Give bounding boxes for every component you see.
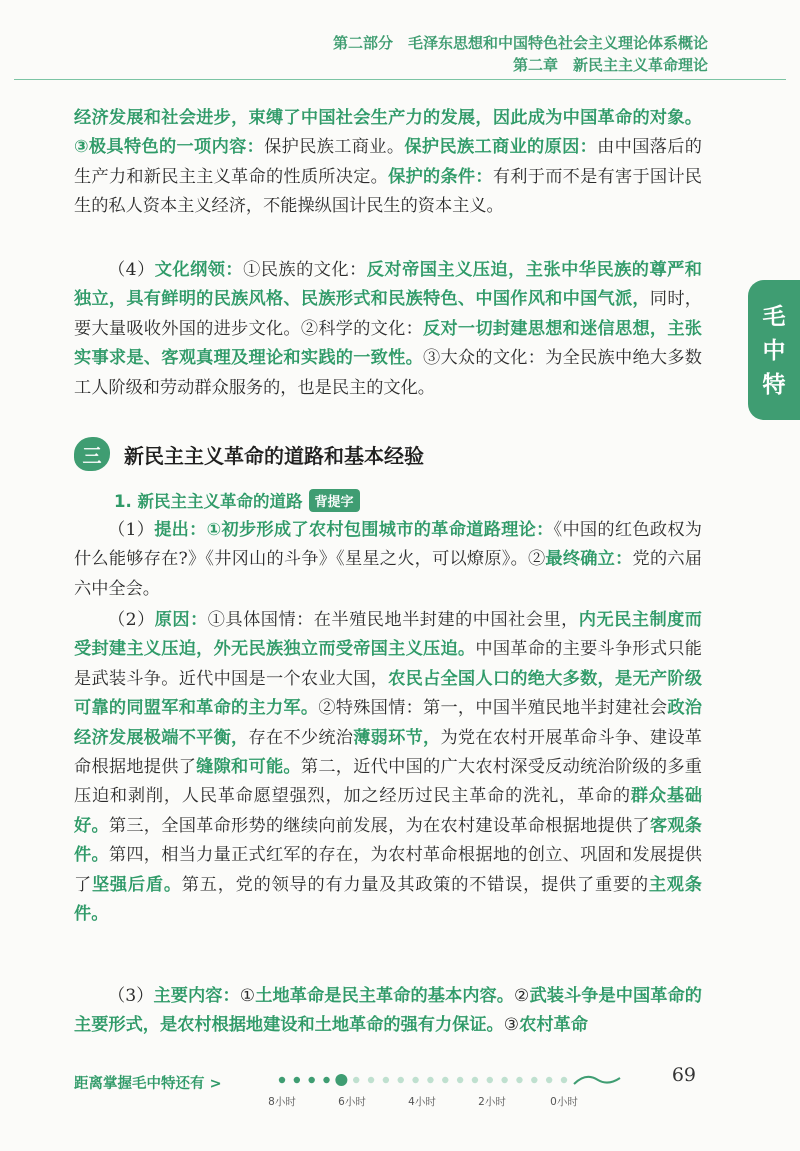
- body-text: 《中国的红色政权为什么能够存在?》《井冈山的斗争》《星星之火，可以燎原》。②: [74, 520, 702, 570]
- side-tab-char: 中: [762, 338, 786, 364]
- body-text: 同时，要大量吸收外国的进步文化。②科学的文化：: [74, 289, 702, 339]
- paragraph-culture-program: [74, 256, 702, 403]
- highlighted-text: 经济发展和社会进步，束缚了中国社会生产力的发展，因此成为中国革命的对象。③极具特色的一项内容：: [74, 108, 702, 158]
- body-text: 保护民族工商业。: [264, 137, 405, 158]
- body-text: 党的六届六中全会。: [74, 549, 702, 599]
- section-number-badge: 三: [74, 437, 110, 471]
- highlighted-text: 坚强后盾。: [91, 874, 182, 895]
- progress-tick-label: 0小时: [550, 1096, 578, 1108]
- highlighted-text: 薄弱环节，: [353, 727, 441, 748]
- body-text: ①民族的文化：: [243, 260, 367, 280]
- progress-dot: [335, 1074, 347, 1086]
- highlighted-text: 农民占全国人口的绝大多数，是无产阶级可靠的同盟军和革命的主力军。: [74, 668, 702, 719]
- progress-dot: [368, 1077, 374, 1083]
- body-text: 中国革命的主要斗争形式只能是武装斗争。近代中国是一个农业大国，: [74, 639, 702, 689]
- paragraph-proposal: [74, 516, 702, 604]
- highlighted-text: 主要内容：: [153, 986, 240, 1006]
- body-text: （3）: [108, 986, 154, 1006]
- body-text: 由中国落后的生产力和新民主主义革命的性质所决定。: [74, 137, 702, 187]
- body-text: ①: [239, 986, 256, 1006]
- progress-dot: [308, 1077, 314, 1083]
- highlighted-text: 原因：: [154, 610, 208, 630]
- highlighted-text: 保护的条件：: [388, 166, 493, 187]
- progress-dot: [561, 1077, 567, 1083]
- highlighted-text: 提出：①初步形成了农村包围城市的革命道路理论：: [154, 520, 554, 540]
- body-text: ②: [514, 986, 530, 1006]
- side-chapter-tab: [748, 280, 800, 420]
- side-tab-char: 特: [762, 372, 786, 398]
- running-header: [333, 32, 708, 76]
- progress-dot: [546, 1077, 552, 1083]
- subsection-title: 1. 新民主主义革命的道路: [114, 492, 303, 511]
- finish-wave-icon: [574, 1077, 620, 1084]
- paragraph-reasons: [74, 606, 702, 929]
- progress-dot: [383, 1077, 389, 1083]
- progress-dot: [412, 1077, 418, 1083]
- progress-dot: [323, 1077, 329, 1083]
- highlighted-text: 文化纲领：: [154, 260, 244, 280]
- paragraph-main-content: [74, 982, 702, 1041]
- memorize-tag: 背提字: [309, 489, 360, 512]
- body-text: 第五，党的领导的有力量及其政策的不错误，提供了重要的: [181, 874, 649, 895]
- highlighted-text: 内无民主制度而受封建主义压迫，外无民族独立而受帝国主义压迫。: [74, 610, 702, 660]
- body-text: 第三，全国革命形势的继续向前发展，为在农村建设革命根据地提供了: [108, 815, 650, 836]
- section-heading: [74, 436, 424, 472]
- highlighted-text: 最终确立：: [545, 549, 633, 570]
- progress-dot: [442, 1077, 448, 1083]
- header-part-title: 第二部分 毛泽东思想和中国特色社会主义理论体系概论: [332, 34, 708, 52]
- highlighted-text: 土地革命是民主革命的基本内容。: [255, 986, 515, 1006]
- body-text: （4）: [108, 260, 155, 280]
- side-tab-char: 毛: [762, 304, 786, 330]
- page-number: 69: [671, 1064, 696, 1086]
- progress-dot: [398, 1077, 404, 1083]
- progress-dot: [353, 1077, 359, 1083]
- body-text: （1）: [108, 520, 155, 540]
- progress-tick-label: 6小时: [338, 1096, 366, 1108]
- highlighted-text: 反对帝国主义压迫，主张中华民族的尊严和独立，具有鲜明的民族风格、民族形式和民族特色、中国作风和中国气派，: [74, 260, 702, 310]
- progress-dot: [294, 1077, 300, 1083]
- highlighted-text: 主观条件。: [74, 874, 702, 925]
- progress-label: 距离掌握毛中特还有 >: [74, 1076, 222, 1092]
- highlighted-text: 群众基础好。: [74, 786, 702, 836]
- progress-dot: [457, 1077, 463, 1083]
- highlighted-text: 客观条件。: [74, 815, 702, 866]
- progress-tick-label: 8小时: [268, 1096, 296, 1108]
- progress-dot: [427, 1077, 433, 1083]
- section-title: 新民主主义革命的道路和基本经验: [124, 443, 424, 468]
- progress-dot: [516, 1077, 522, 1083]
- header-chapter-title: 第二章 新民主主义革命理论: [512, 56, 708, 74]
- progress-footer: [74, 1064, 704, 1130]
- body-text: 第二，近代中国的广大农村深受反动统治阶级的多重压迫和剥削，人民革命愿望强烈，加之经历过民主革命的洗礼，革命的: [74, 757, 702, 807]
- progress-tick-label: 4小时: [408, 1096, 436, 1108]
- progress-tick-label: 2小时: [478, 1096, 506, 1108]
- progress-dot: [487, 1077, 493, 1083]
- body-text: 有利于而不是有害于国计民生的私人资本主义经济，不能操纵国计民生的资本主义。: [74, 166, 702, 217]
- progress-dot: [531, 1077, 537, 1083]
- body-text: 第四，相当力量正式红军的存在，为农村革命根据地的创立、巩固和发展提供了: [74, 845, 702, 895]
- body-text: ②特殊国情：第一，中国半殖民地半封建社会: [318, 698, 668, 719]
- body-text: （2）: [108, 610, 155, 630]
- highlighted-text: 政治经济发展极端不平衡，: [74, 698, 702, 748]
- body-text: ③大众的文化：为全民族中绝大多数工人阶级和劳动群众服务的，也是民主的文化。: [74, 348, 702, 398]
- paragraph-economic-program: [74, 104, 702, 222]
- highlighted-text: 农村革命: [519, 1015, 588, 1036]
- highlighted-text: 缝隙和可能。: [196, 757, 301, 778]
- body-text: ③: [503, 1015, 520, 1036]
- header-divider: [14, 79, 786, 80]
- body-text: 存在不少统治: [248, 727, 354, 748]
- body-text: ①具体国情：在半殖民地半封建的中国社会里，: [207, 610, 579, 630]
- body-text: 为党在农村开展革命斗争、建设革命根据地提供了: [74, 727, 702, 778]
- progress-dot: [501, 1077, 507, 1083]
- progress-dot: [472, 1077, 478, 1083]
- subsection-heading: [114, 486, 360, 514]
- highlighted-text: 保护民族工商业的原因：: [404, 137, 598, 158]
- highlighted-text: 反对一切封建思想和迷信思想，主张实事求是、客观真理及理论和实践的一致性。: [74, 318, 702, 369]
- highlighted-text: 武装斗争是中国革命的主要形式，是农村根据地建设和土地革命的强有力保证。: [74, 986, 702, 1036]
- progress-dot: [279, 1077, 285, 1083]
